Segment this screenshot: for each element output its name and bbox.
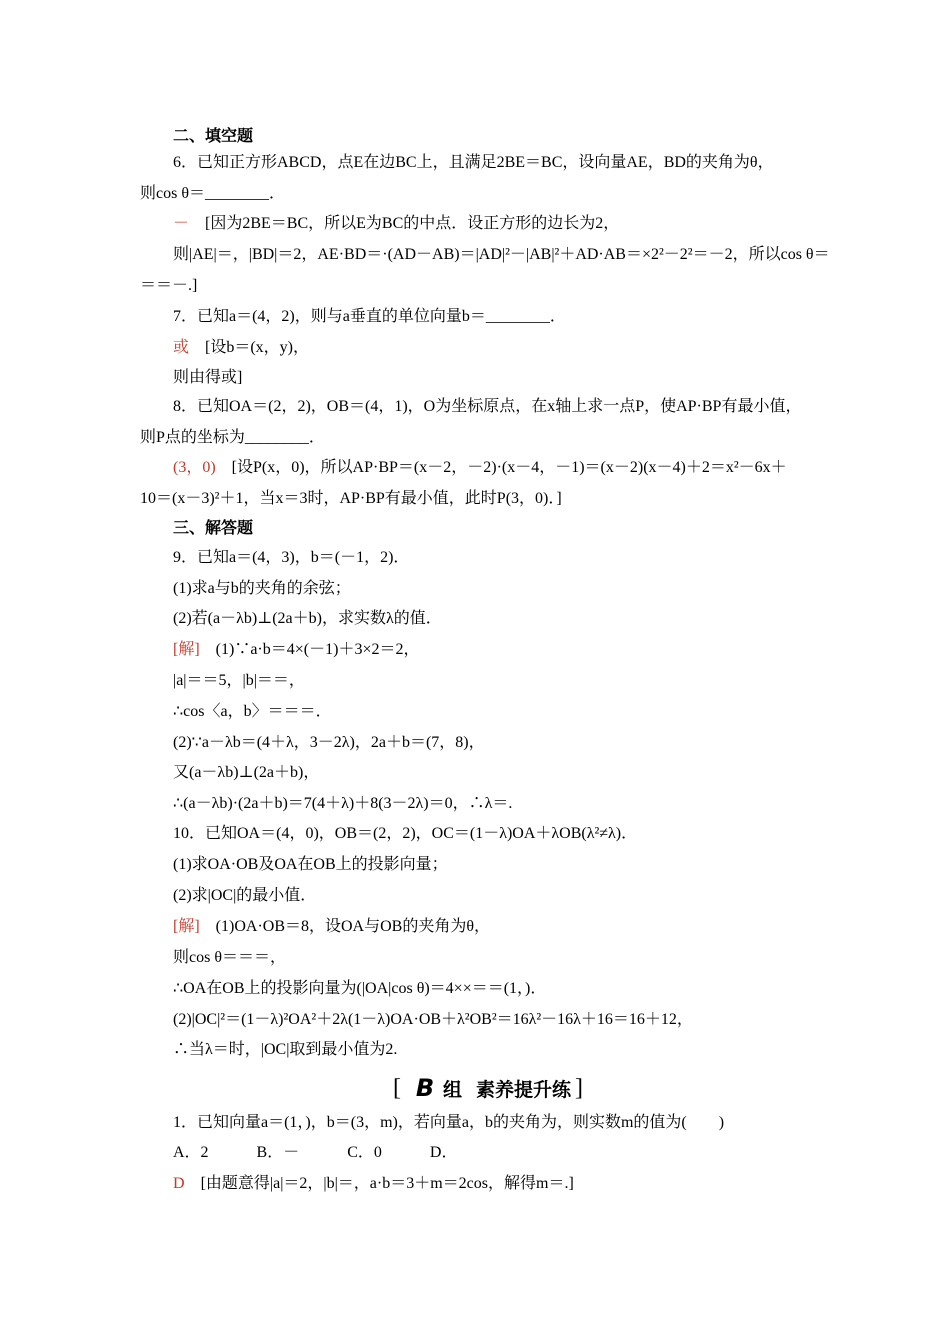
answer-mark: (3，0) — [173, 459, 216, 476]
text-line — [173, 948, 286, 968]
text-line — [173, 609, 442, 629]
line-text: 则cos θ＝________． — [140, 185, 285, 202]
line-text: 8．已知OA＝(2，2)，OB＝(4，1)，O为坐标原点，在x轴上求一点P，使AP·BP有最小值， — [173, 398, 802, 415]
text-line — [173, 214, 619, 234]
line-text: [由题意得|a|＝2，|b|＝，a·b＝3＋m＝2cos，解得m＝.] — [184, 1175, 574, 1192]
line-text: 又(a－λb)⊥(2a＋b)， — [173, 764, 320, 781]
text-line — [173, 1040, 397, 1060]
line-text: 则|AE|＝，|BD|＝2，AE·BD＝·(AD－AB)＝|AD|²－|AB|²＋AD·AB＝×2²－2²＝－2，所以cos θ＝ — [173, 246, 830, 263]
text-line — [173, 579, 351, 599]
text-line — [173, 458, 787, 478]
answer-mark: [解] — [173, 641, 200, 658]
text-line — [173, 397, 801, 417]
text-line — [173, 733, 485, 753]
line-text: 6．已知正方形ABCD，点E在边BC上，且满足2BE＝BC，设向量AE，BD的夹角为θ， — [173, 154, 774, 171]
text-line — [173, 824, 637, 844]
line-text: ＝＝－.] — [140, 277, 198, 294]
line-text: A．2 B．－ C．0 D． — [173, 1144, 458, 1161]
text-line — [173, 548, 409, 568]
text-line — [173, 127, 253, 147]
line-text: 则cos θ＝＝＝， — [173, 949, 286, 966]
line-text: 三、解答题 — [173, 520, 254, 537]
text-line — [173, 979, 546, 999]
line-text: (2)求|OC|的最小值． — [173, 887, 317, 904]
text-line — [173, 519, 253, 539]
group-label: 组 — [443, 1079, 463, 1101]
text-line — [173, 245, 830, 265]
answer-mark: － — [173, 215, 190, 232]
text-line — [173, 917, 490, 937]
line-text: ∴cos〈a，b〉＝＝＝． — [173, 703, 332, 720]
group-title-text: 素养提升练 — [476, 1079, 572, 1101]
text-line — [173, 307, 566, 327]
text-line — [173, 1143, 457, 1163]
text-line — [140, 184, 285, 204]
line-text: 10＝(x－3)²＋1，当x＝3时，AP·BP有最小值，此时P(3，0)．] — [140, 490, 562, 507]
line-text: [设P(x，0)，所以AP·BP＝(x－2，－2)·(x－4，－1)＝(x－2)(x－4)＋2＝x²－6x＋ — [215, 459, 787, 476]
line-text: ∴当λ＝时，|OC|取到最小值为2. — [173, 1041, 398, 1058]
group-bracket-right: ] — [575, 1074, 584, 1101]
line-text: 7．已知a＝(4，2)，则与a垂直的单位向量b＝________． — [173, 308, 566, 325]
line-text: 二、填空题 — [173, 128, 254, 145]
text-line — [173, 1113, 724, 1133]
text-line — [173, 763, 319, 783]
line-text: [因为2BE＝BC，所以E为BC的中点．设正方形的边长为2， — [189, 215, 620, 232]
line-text: (2)|OC|²＝(1－λ)²OA²＋2λ(1－λ)OA·OB＋λ²OB²＝16λ²－16λ＋16＝16＋12， — [173, 1011, 693, 1028]
text-line — [173, 153, 774, 173]
group-b-logo-icon — [411, 1075, 439, 1101]
text-line — [140, 276, 197, 296]
text-line — [173, 855, 448, 875]
text-line — [173, 1010, 693, 1030]
line-text: 9．已知a＝(4，3)，b＝(－1，2)． — [173, 549, 410, 566]
text-line — [173, 1174, 574, 1194]
line-text: 则由得或] — [173, 369, 243, 386]
answer-mark: [解] — [173, 918, 200, 935]
line-text: 则P点的坐标为________． — [140, 429, 325, 446]
text-line — [173, 794, 512, 814]
line-text: 10．已知OA＝(4，0)，OB＝(2，2)，OC＝(1－λ)OA＋λOB(λ²≠λ)． — [173, 825, 638, 842]
group-b-header — [389, 1071, 587, 1105]
line-text: (1)∵a·b＝4×(－1)＋3×2＝2， — [199, 641, 420, 658]
line-text: (2)∵a－λb＝(4＋λ，3－2λ)，2a＋b＝(7，8)， — [173, 734, 485, 751]
text-line — [173, 702, 332, 722]
text-line — [173, 886, 316, 906]
line-text: (1)求OA·OB及OA在OB上的投影向量； — [173, 856, 448, 873]
text-line — [173, 640, 419, 660]
group-b-logo-letter: B — [415, 1075, 435, 1101]
text-line — [140, 428, 325, 448]
text-line — [173, 338, 309, 358]
line-text: (1)OA·OB＝8，设OA与OB的夹角为θ， — [199, 918, 490, 935]
answer-mark: 或 — [173, 339, 190, 356]
text-line — [173, 671, 305, 691]
group-bracket-left: [ — [393, 1074, 401, 1101]
line-text: [设b＝(x，y)， — [189, 339, 310, 356]
line-text: ∴OA在OB上的投影向量为(|OA|cos θ)＝4××＝＝(1，)． — [173, 980, 547, 997]
text-line — [173, 368, 242, 388]
line-text: (2)若(a－λb)⊥(2a＋b)，求实数λ的值． — [173, 610, 442, 627]
line-text: (1)求a与b的夹角的余弦； — [173, 580, 351, 597]
answer-mark: D — [173, 1175, 185, 1192]
line-text: |a|＝＝5，|b|＝＝， — [173, 672, 305, 689]
line-text: 1．已知向量a＝(1，)，b＝(3，m)，若向量a，b的夹角为，则实数m的值为( ) — [173, 1114, 725, 1131]
group-b-logo-svg — [411, 1075, 439, 1101]
text-line — [140, 489, 562, 509]
line-text: ∴(a－λb)·(2a＋b)＝7(4＋λ)＋8(3－2λ)＝0，∴λ＝. — [173, 795, 513, 812]
